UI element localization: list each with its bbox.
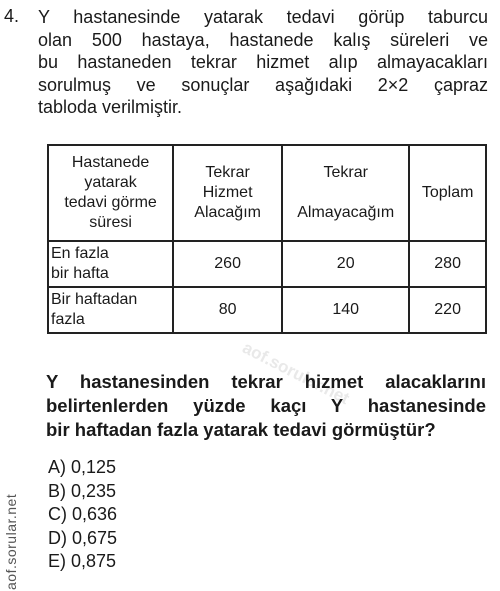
prompt-line: Y hastanesinden tekrar hizmet alacaklarını xyxy=(46,371,486,392)
row-label-text: Bir haftadan xyxy=(51,291,138,308)
cross-table xyxy=(47,144,487,334)
header-duration xyxy=(48,145,173,241)
stem-line: sorulmuş ve sonuçlar aşağıdaki 2×2 çapraz xyxy=(38,74,488,95)
option-text: 0,235 xyxy=(71,480,117,501)
table-cell: 20 xyxy=(282,241,409,287)
option-b[interactable] xyxy=(48,480,117,504)
option-letter: D) xyxy=(48,527,67,548)
table-cell: 220 xyxy=(409,287,486,333)
header-text: Hizmet xyxy=(202,184,253,201)
option-text: 0,675 xyxy=(72,527,118,548)
side-watermark: aof.sorular.net xyxy=(3,493,19,590)
option-a[interactable] xyxy=(48,456,117,480)
option-letter: A) xyxy=(48,457,66,477)
table-cell: 260 xyxy=(173,241,282,287)
header-text: Tekrar xyxy=(323,164,368,181)
row-label-text: En fazla xyxy=(51,245,109,262)
option-text: 0,875 xyxy=(71,551,117,571)
row-label xyxy=(48,241,173,287)
table-cell: 280 xyxy=(409,241,486,287)
option-d[interactable] xyxy=(48,527,117,551)
table-row xyxy=(48,241,486,287)
option-c[interactable] xyxy=(48,503,117,527)
header-will-return xyxy=(173,145,282,241)
table-cell: 80 xyxy=(173,287,282,333)
header-text: Alacağım xyxy=(194,204,261,221)
question-number: 4. xyxy=(4,6,20,26)
prompt-line: belirtenlerden yüzde kaçı Y hastanesinde xyxy=(46,395,486,416)
stem-line: Y hastanesinde yatarak tedavi görüp taburcu xyxy=(38,7,488,27)
answer-options xyxy=(48,456,117,574)
table-row xyxy=(48,287,486,333)
header-text: Hastanede xyxy=(71,154,150,171)
question-prompt xyxy=(46,370,486,442)
diagonal-watermark: aof.sorular.net xyxy=(239,338,353,409)
header-text: yatarak xyxy=(84,174,137,191)
header-text: Almayacağım xyxy=(297,204,395,221)
option-text: 0,125 xyxy=(71,457,117,477)
stem-line: bu hastaneden tekrar hizmet alıp almayacakları xyxy=(38,52,488,72)
header-text: Tekrar xyxy=(205,164,250,181)
row-label xyxy=(48,287,173,333)
prompt-line: bir haftadan fazla yatarak tedavi görmüştür? xyxy=(46,419,436,440)
question-stem xyxy=(38,6,488,119)
header-text: süresi xyxy=(89,214,132,231)
header-will-not-return xyxy=(282,145,409,241)
option-letter: C) xyxy=(48,504,67,524)
row-label-text: bir hafta xyxy=(51,265,109,282)
option-letter: E) xyxy=(48,551,66,571)
header-text: tedavi görme xyxy=(64,194,157,211)
option-letter: B) xyxy=(48,480,66,501)
stem-line: tabloda verilmiştir. xyxy=(38,97,183,117)
row-label-text: fazla xyxy=(51,311,85,328)
option-text: 0,636 xyxy=(72,504,118,524)
table-header-row xyxy=(48,145,486,241)
header-total: Toplam xyxy=(409,145,486,241)
stem-line: olan 500 hastaya, hastanede kalış süreleri ve xyxy=(38,29,488,50)
table-cell: 140 xyxy=(282,287,409,333)
option-e[interactable] xyxy=(48,550,117,574)
